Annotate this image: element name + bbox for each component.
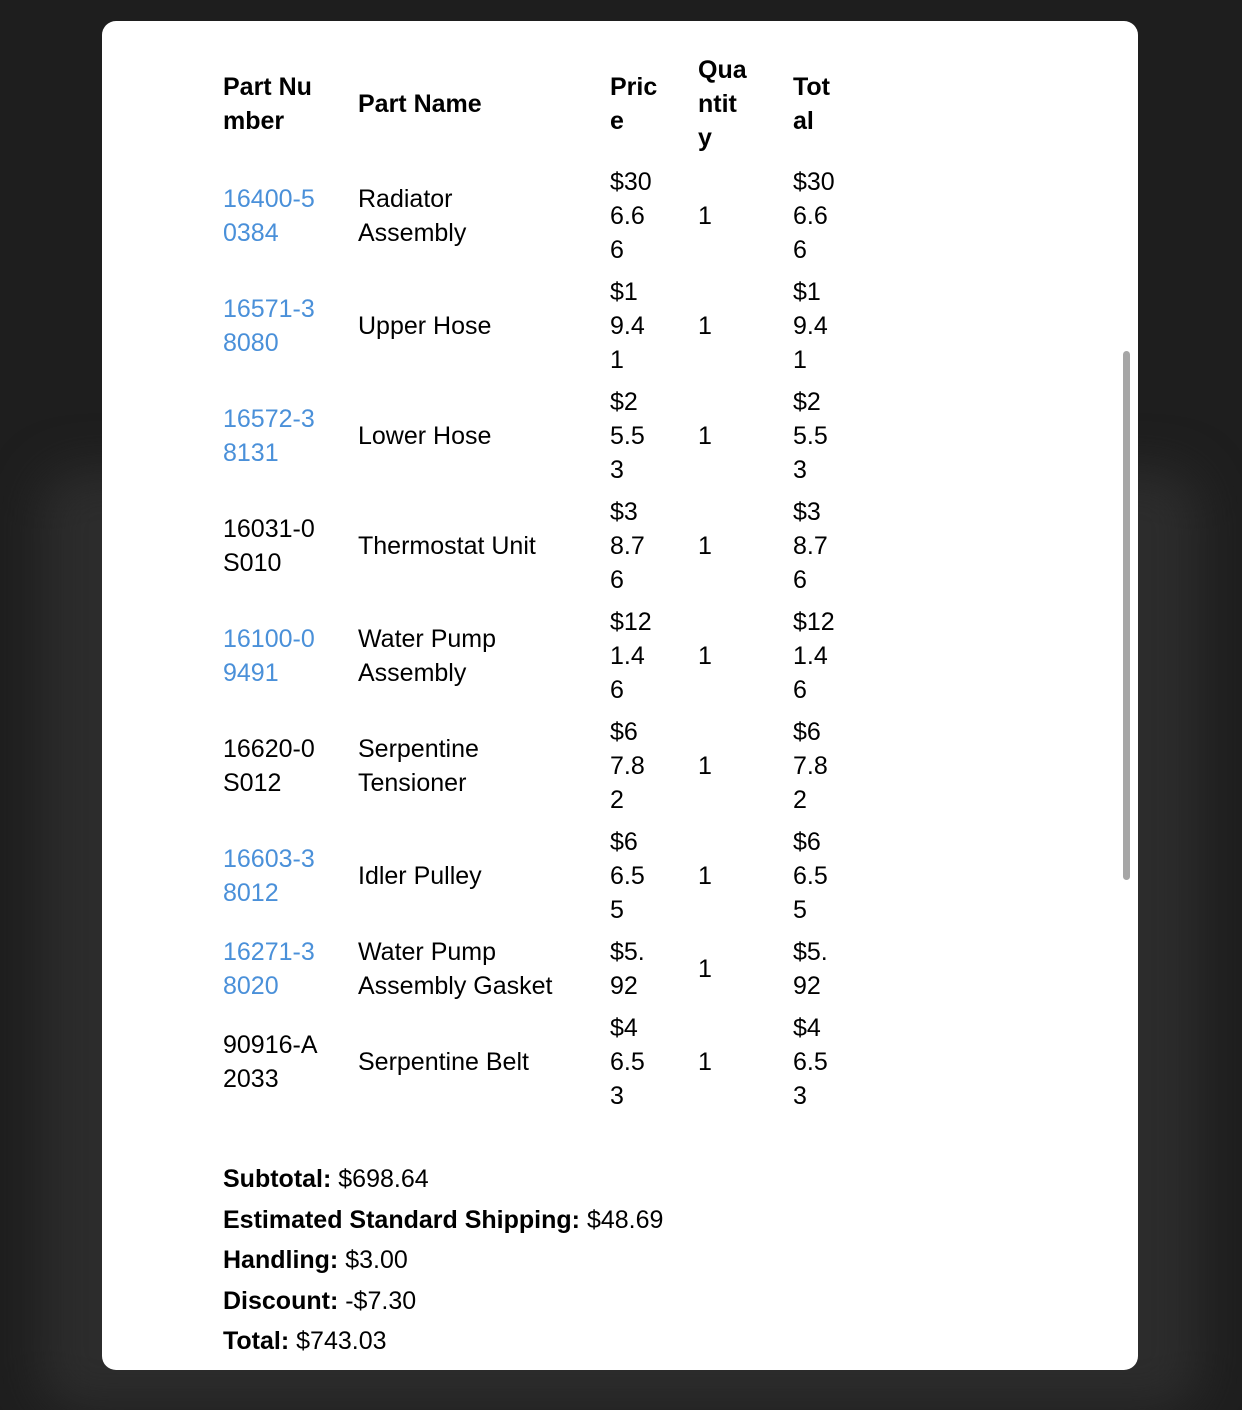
discount-label: Discount: <box>223 1286 339 1315</box>
header-part-number <box>223 53 358 161</box>
cell-part-name <box>358 1007 610 1117</box>
order-totals <box>223 1159 853 1362</box>
handling-label: Handling: <box>223 1246 339 1275</box>
cell-total <box>793 271 853 381</box>
shipping-label: Estimated Standard Shipping: <box>223 1205 580 1234</box>
quantity: 1 <box>698 532 712 560</box>
cell-part-name <box>358 491 610 601</box>
line-total: $67.82 <box>793 718 828 814</box>
part-name: Serpentine Tensioner <box>358 735 479 797</box>
part-name: Idler Pulley <box>358 862 482 890</box>
line-total: $19.41 <box>793 278 828 374</box>
cell-part-number <box>223 601 358 711</box>
table-row <box>223 821 853 931</box>
parts-table <box>223 53 853 1117</box>
cell-total <box>793 601 853 711</box>
table-header-row <box>223 53 853 161</box>
cell-price <box>610 491 698 601</box>
card-content <box>223 53 853 1362</box>
line-total: $25.53 <box>793 388 828 484</box>
quantity: 1 <box>698 642 712 670</box>
price: $5.92 <box>610 938 645 1000</box>
cell-part-number <box>223 271 358 381</box>
part-number-link[interactable]: 16603-38012 <box>223 845 315 907</box>
table-row <box>223 1007 853 1117</box>
cell-price <box>610 931 698 1007</box>
part-name: Upper Hose <box>358 312 492 340</box>
cell-quantity <box>698 161 793 271</box>
cell-part-name <box>358 271 610 381</box>
part-name: Lower Hose <box>358 422 492 450</box>
price: $19.41 <box>610 278 645 374</box>
cell-price <box>610 821 698 931</box>
header-total <box>793 53 853 161</box>
cell-part-name <box>358 381 610 491</box>
header-price <box>610 53 698 161</box>
cell-part-number <box>223 711 358 821</box>
cell-part-name <box>358 601 610 711</box>
quantity: 1 <box>698 312 712 340</box>
cell-quantity <box>698 601 793 711</box>
line-total: $121.46 <box>793 608 835 704</box>
part-name: Serpentine Belt <box>358 1048 529 1076</box>
line-total: $5.92 <box>793 938 828 1000</box>
cell-part-number <box>223 821 358 931</box>
part-number-text: 16620-0S012 <box>223 735 315 797</box>
header-quantity <box>698 53 793 161</box>
table-body <box>223 161 853 1117</box>
part-name: Water Pump Assembly <box>358 625 497 687</box>
total-value: $743.03 <box>296 1327 387 1356</box>
quantity: 1 <box>698 1048 712 1076</box>
header-part-name-label: Part Name <box>358 90 482 118</box>
cell-part-name <box>358 161 610 271</box>
part-number-text: 16031-0S010 <box>223 515 315 577</box>
cell-quantity <box>698 931 793 1007</box>
table-row <box>223 601 853 711</box>
part-number-text: 90916-A2033 <box>223 1031 318 1093</box>
subtotal-label: Subtotal: <box>223 1165 332 1193</box>
subtotal-value: $698.64 <box>338 1165 429 1193</box>
cell-part-number <box>223 161 358 271</box>
cell-price <box>610 1007 698 1117</box>
cell-price <box>610 601 698 711</box>
cell-part-name <box>358 931 610 1007</box>
cell-price <box>610 381 698 491</box>
cell-total <box>793 161 853 271</box>
cell-part-number <box>223 931 358 1007</box>
part-number-link[interactable]: 16400-50384 <box>223 185 315 247</box>
table-row <box>223 381 853 491</box>
order-summary-card <box>102 21 1138 1370</box>
table-row <box>223 161 853 271</box>
cell-total <box>793 381 853 491</box>
quantity: 1 <box>698 752 712 780</box>
cell-total <box>793 931 853 1007</box>
cell-total <box>793 491 853 601</box>
cell-part-number <box>223 491 358 601</box>
cell-price <box>610 271 698 381</box>
cell-total <box>793 1007 853 1117</box>
quantity: 1 <box>698 955 712 983</box>
total-label: Total: <box>223 1327 290 1356</box>
price: $25.53 <box>610 388 645 484</box>
handling-value: $3.00 <box>345 1246 408 1275</box>
price: $46.53 <box>610 1014 645 1110</box>
price: $67.82 <box>610 718 645 814</box>
price: $38.76 <box>610 498 645 594</box>
quantity: 1 <box>698 422 712 450</box>
cell-price <box>610 161 698 271</box>
cell-quantity <box>698 381 793 491</box>
part-name: Water Pump Assembly Gasket <box>358 938 553 1000</box>
price: $121.46 <box>610 608 652 704</box>
price: $306.66 <box>610 168 652 264</box>
quantity: 1 <box>698 862 712 890</box>
cell-total <box>793 821 853 931</box>
cell-part-name <box>358 821 610 931</box>
shipping-value: $48.69 <box>586 1205 664 1234</box>
line-total: $38.76 <box>793 498 828 594</box>
cell-quantity <box>698 491 793 601</box>
part-number-link[interactable]: 16100-09491 <box>223 625 315 687</box>
header-price-label: Price <box>610 73 658 135</box>
cell-part-number <box>223 1007 358 1117</box>
price: $66.55 <box>610 828 645 924</box>
part-name: Thermostat Unit <box>358 532 536 560</box>
line-total: $306.66 <box>793 168 835 264</box>
quantity: 1 <box>698 202 712 230</box>
part-number-link[interactable]: 16571-38080 <box>223 295 315 357</box>
discount-line <box>223 1281 853 1322</box>
header-total-label: Total <box>793 73 831 135</box>
vertical-scrollbar[interactable] <box>1123 351 1130 880</box>
total-line <box>223 1321 853 1362</box>
cell-price <box>610 711 698 821</box>
cell-quantity <box>698 711 793 821</box>
cell-quantity <box>698 271 793 381</box>
discount-value: -$7.30 <box>345 1286 417 1315</box>
handling-line <box>223 1240 853 1281</box>
header-part-number-label: Part Number <box>223 73 312 135</box>
table-row <box>223 491 853 601</box>
line-total: $46.53 <box>793 1014 828 1110</box>
table-row <box>223 271 853 381</box>
cell-quantity <box>698 821 793 931</box>
shipping-line <box>223 1200 853 1241</box>
cell-part-number <box>223 381 358 491</box>
header-part-name <box>358 53 610 161</box>
part-name: Radiator Assembly <box>358 185 467 247</box>
header-quantity-label: Quantity <box>698 56 747 152</box>
table-row <box>223 711 853 821</box>
cell-quantity <box>698 1007 793 1117</box>
table-row <box>223 931 853 1007</box>
subtotal-line <box>223 1159 853 1200</box>
cell-part-name <box>358 711 610 821</box>
part-number-link[interactable]: 16271-38020 <box>223 938 315 1000</box>
cell-total <box>793 711 853 821</box>
part-number-link[interactable]: 16572-38131 <box>223 405 315 467</box>
line-total: $66.55 <box>793 828 828 924</box>
